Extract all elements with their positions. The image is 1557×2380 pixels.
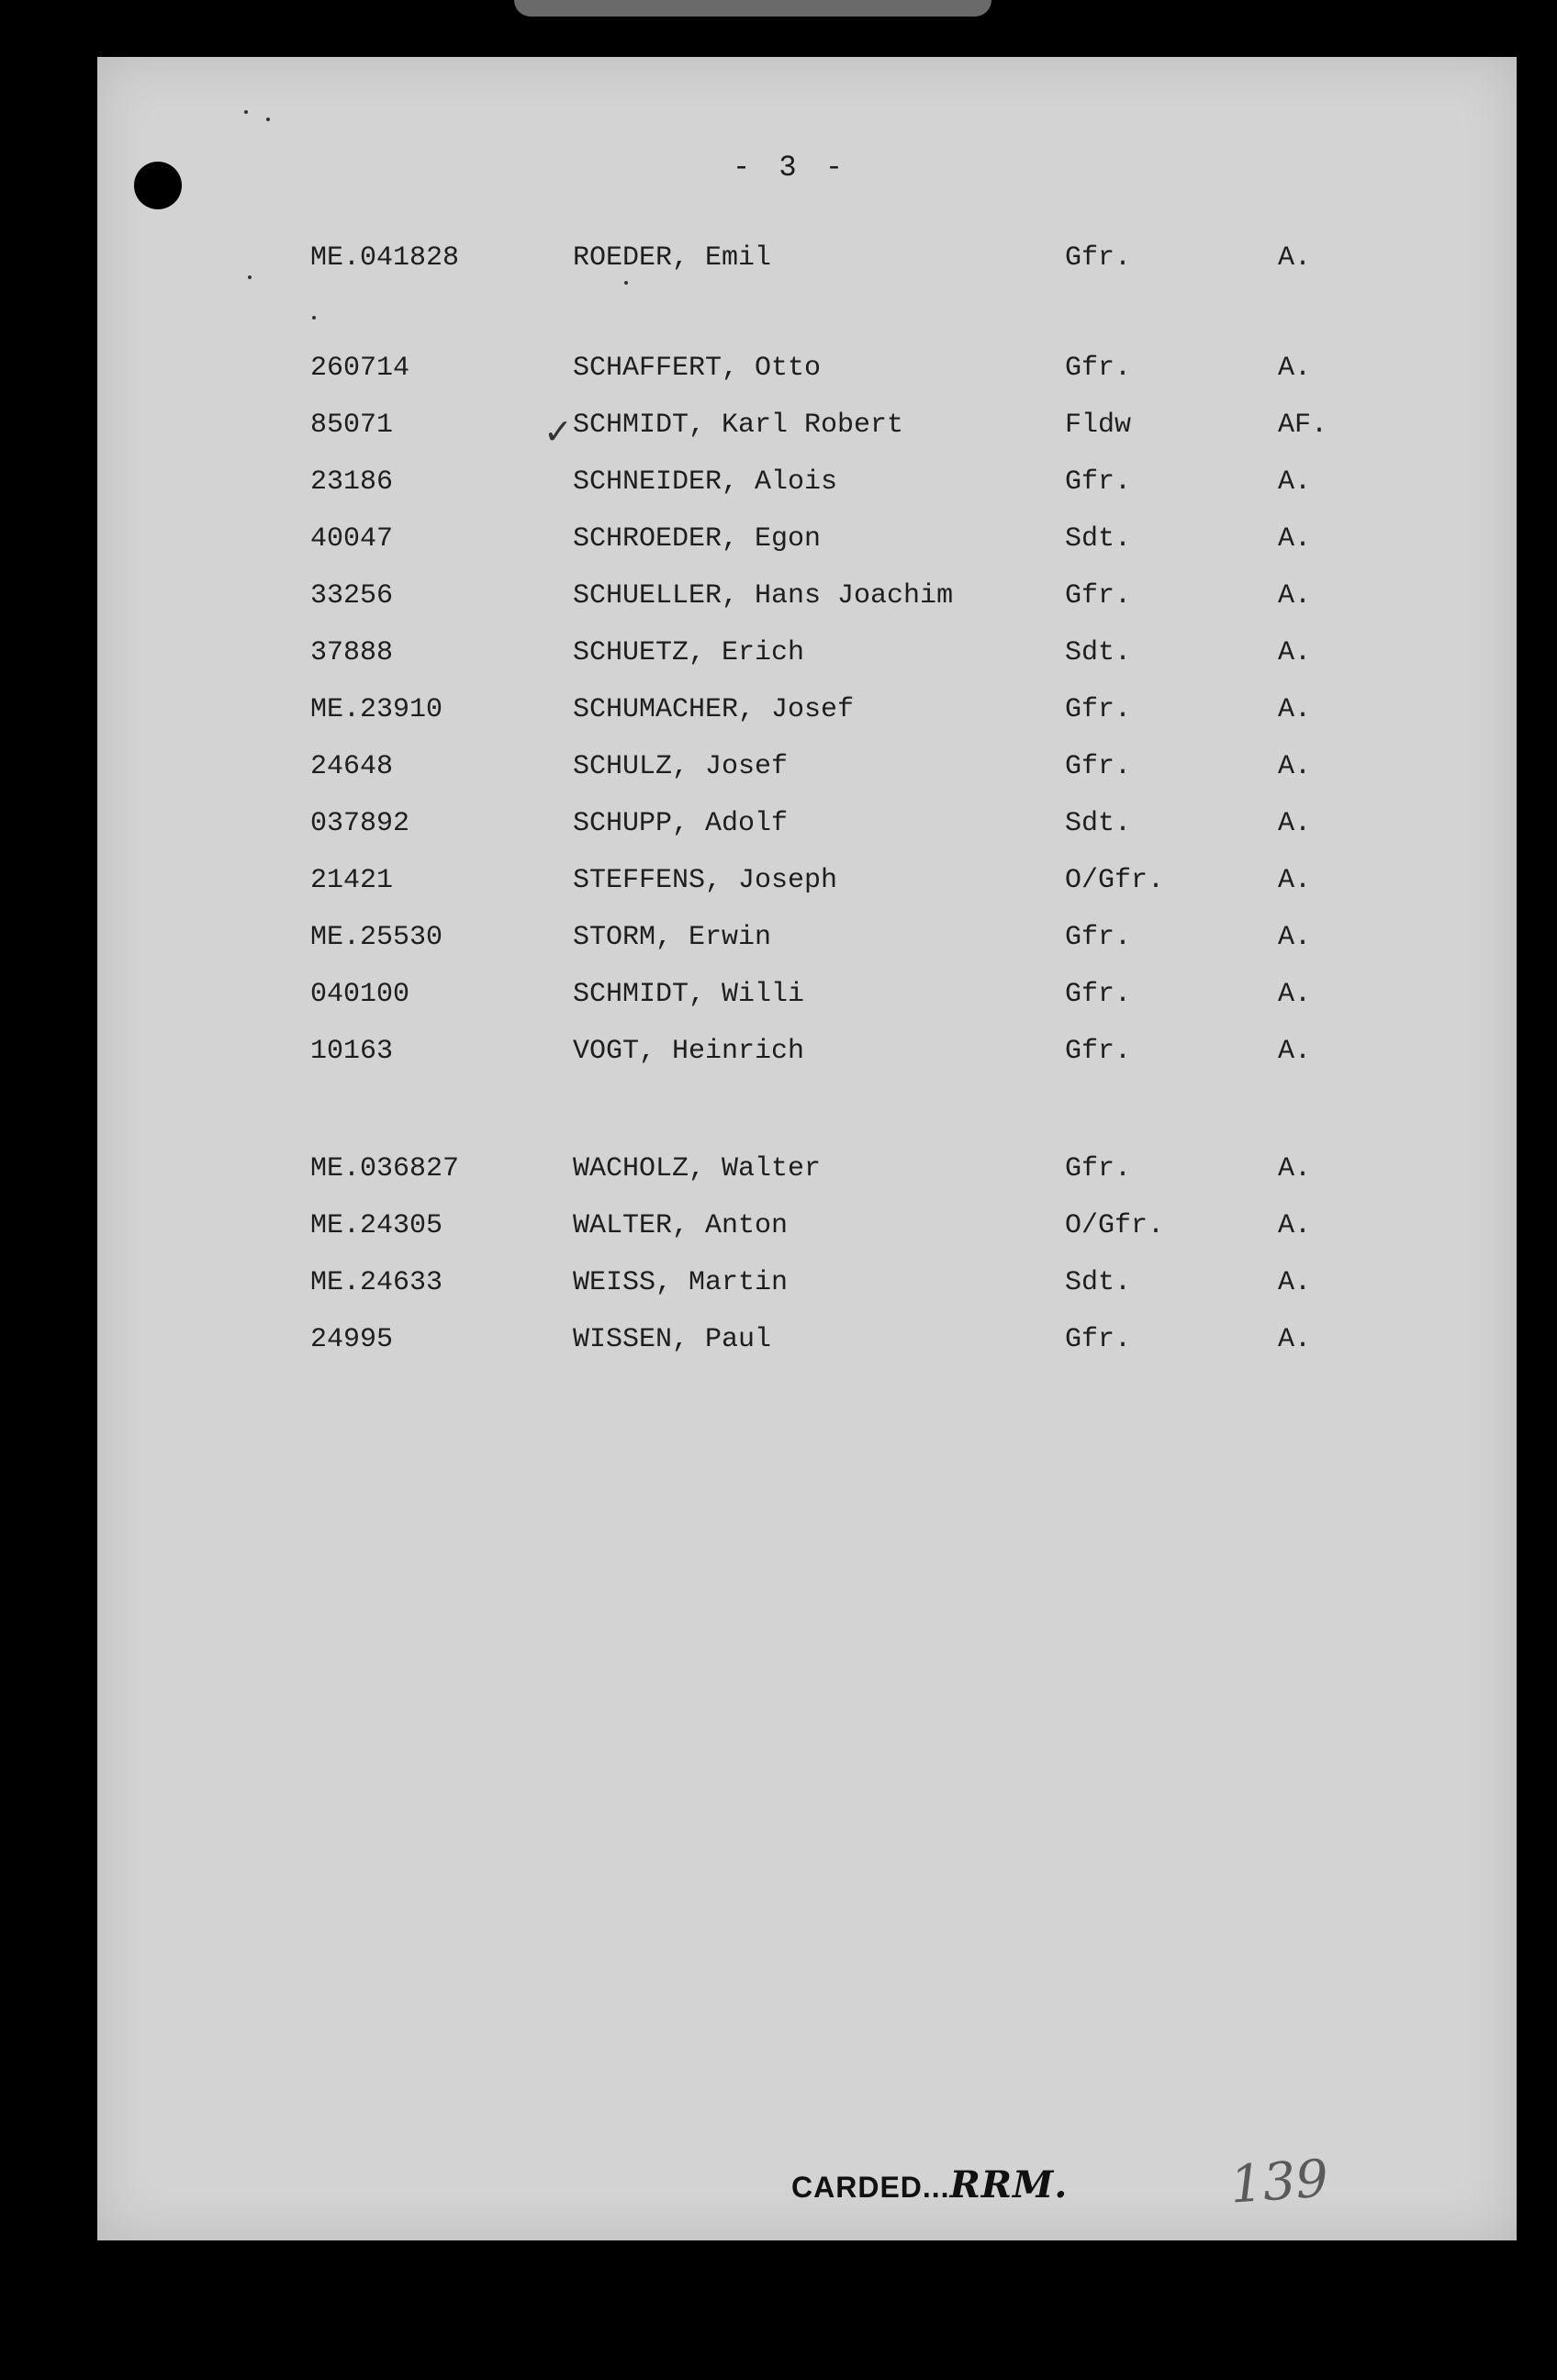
rank: Gfr. [1065,751,1132,782]
rank: O/Gfr. [1065,865,1165,896]
table-row [0,353,1557,389]
check-mark-icon: ✓ [543,411,573,452]
rank: Gfr. [1065,1324,1132,1355]
person-name: SCHAFFERT, Otto [573,353,822,384]
service-number: 260714 [310,353,410,384]
service-number: ME.041828 [310,242,460,274]
person-name: WALTER, Anton [573,1210,789,1241]
status-code: A. [1278,751,1312,782]
person-name: SCHUMACHER, Josef [573,694,855,725]
person-name: STEFFENS, Joseph [573,865,838,896]
table-row [0,1153,1557,1190]
person-name: SCHUETZ, Erich [573,637,805,668]
status-code: A. [1278,808,1312,839]
person-name: VOGT, Heinrich [573,1036,805,1067]
speck [244,110,248,114]
speck [312,316,316,320]
status-code: A. [1278,523,1312,555]
table-row [0,1210,1557,1247]
status-code: A. [1278,466,1312,498]
table-row [0,242,1557,279]
service-number: 85071 [310,410,394,441]
service-number: 33256 [310,580,394,612]
carded-label: CARDED... [791,2171,950,2204]
punch-hole [134,162,182,209]
table-row [0,1036,1557,1072]
status-code: A. [1278,637,1312,668]
person-name: WISSEN, Paul [573,1324,772,1355]
page-tab [514,0,991,17]
status-code: A. [1278,865,1312,896]
person-name: SCHUELLER, Hans Joachim [573,580,954,612]
rank: Gfr. [1065,694,1132,725]
table-row [0,466,1557,503]
carded-stamp [791,2163,1068,2206]
rank: Sdt. [1065,1267,1132,1298]
status-code: A. [1278,1267,1312,1298]
table-row [0,979,1557,1016]
rank: Gfr. [1065,353,1132,384]
table-row [0,808,1557,845]
table-row [0,523,1557,560]
service-number: ME.23910 [310,694,443,725]
speck [624,281,628,285]
person-name: SCHUPP, Adolf [573,808,789,839]
service-number: ME.24633 [310,1267,443,1298]
page-number: - 3 - [733,151,849,185]
table-row [0,637,1557,674]
status-code: A. [1278,1153,1312,1184]
rank: Gfr. [1065,1036,1132,1067]
service-number: 040100 [310,979,410,1010]
person-name: STORM, Erwin [573,922,772,953]
status-code: A. [1278,922,1312,953]
service-number: 40047 [310,523,394,555]
rank: Fldw [1065,410,1132,441]
speck [248,275,252,279]
rank: Sdt. [1065,523,1132,555]
table-row [0,1324,1557,1361]
table-row [0,694,1557,731]
rank: Sdt. [1065,637,1132,668]
table-row [0,922,1557,959]
person-name: SCHULZ, Josef [573,751,789,782]
rank: Gfr. [1065,242,1132,274]
carded-initials: RRM. [949,2163,1069,2206]
status-code: A. [1278,353,1312,384]
service-number: ME.036827 [310,1153,460,1184]
service-number: 10163 [310,1036,394,1067]
speck [266,118,270,121]
person-name: WEISS, Martin [573,1267,789,1298]
status-code: A. [1278,1036,1312,1067]
handwritten-page-number: 139 [1227,2149,1331,2216]
service-number: 24995 [310,1324,394,1355]
rank: Gfr. [1065,979,1132,1010]
rank: Gfr. [1065,466,1132,498]
table-row [0,410,1557,446]
status-code: AF. [1278,410,1328,441]
service-number: 23186 [310,466,394,498]
table-row [0,580,1557,617]
status-code: A. [1278,1324,1312,1355]
status-code: A. [1278,694,1312,725]
rank: Gfr. [1065,1153,1132,1184]
status-code: A. [1278,580,1312,612]
status-code: A. [1278,979,1312,1010]
table-row [0,751,1557,788]
service-number: 24648 [310,751,394,782]
service-number: 037892 [310,808,410,839]
status-code: A. [1278,1210,1312,1241]
person-name: SCHROEDER, Egon [573,523,822,555]
rank: O/Gfr. [1065,1210,1165,1241]
service-number: 21421 [310,865,394,896]
person-name: SCHMIDT, Willi [573,979,805,1010]
person-name: SCHNEIDER, Alois [573,466,838,498]
status-code: A. [1278,242,1312,274]
rank: Gfr. [1065,580,1132,612]
table-row [0,865,1557,902]
person-name: ROEDER, Emil [573,242,772,274]
person-name: WACHOLZ, Walter [573,1153,822,1184]
service-number: ME.24305 [310,1210,443,1241]
table-row [0,1267,1557,1304]
service-number: ME.25530 [310,922,443,953]
rank: Gfr. [1065,922,1132,953]
person-name: SCHMIDT, Karl Robert [573,410,904,441]
service-number: 37888 [310,637,394,668]
rank: Sdt. [1065,808,1132,839]
